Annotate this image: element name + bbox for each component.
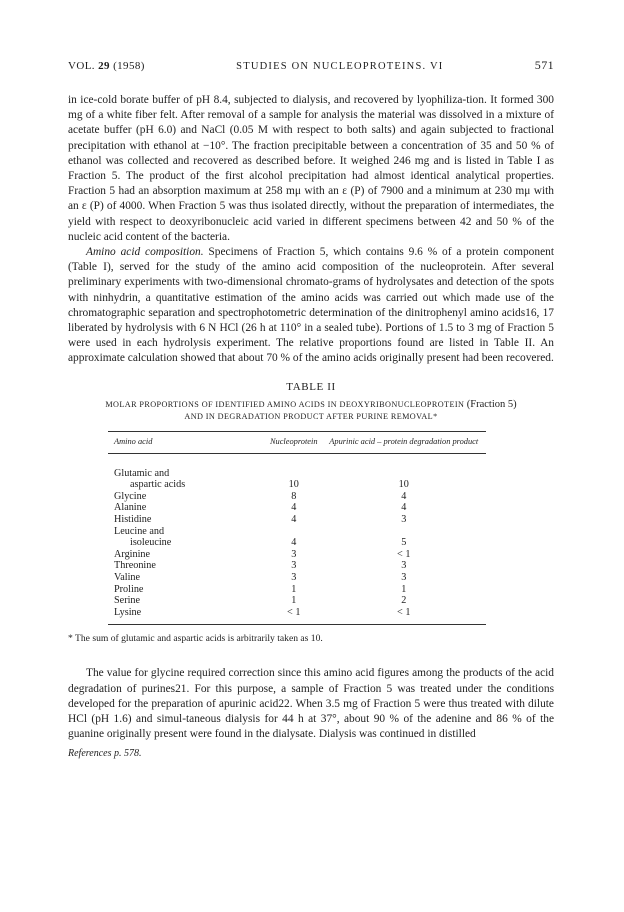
nucleoprotein-value: 3 [291,560,297,572]
nucleoprotein-value: 4 [291,537,297,549]
nucleoprotein-value: < 1 [266,607,322,625]
paragraph-2-heading: Amino acid composition. [86,246,204,259]
table-title: TABLE II [286,380,336,393]
volume-info [68,60,145,72]
nucleoprotein-value [266,526,322,538]
amino-acid-name: Valine [114,572,141,583]
apurinic-value: 4 [401,502,407,514]
volume-label: VOL. [68,60,95,72]
paragraph-2 [68,245,554,367]
apurinic-value: 4 [401,490,407,502]
table-row [108,560,486,572]
amino-acid-name: Alanine [114,502,147,514]
nucleoprotein-value: 3 [291,548,297,560]
apurinic-value: 5 [401,537,407,549]
table-row [108,453,486,479]
column-header-amino-acid: Amino acid [108,431,266,453]
apurinic-value: < 1 [397,548,411,560]
amino-acid-name: Proline [114,583,144,595]
nucleoprotein-value: 8 [291,490,297,502]
table-row [108,479,486,491]
page-number: 571 [534,58,554,72]
apurinic-value: 10 [398,479,409,491]
table-2 [68,381,554,645]
nucleoprotein-value: 1 [291,583,297,595]
apurinic-value: < 1 [322,607,487,625]
apurinic-value: 2 [401,595,407,607]
paragraph-1: in ice-cold borate buffer of pH 8.4, subjected to dialysis, and recovered by lyophiliza-tion. It formed 300 mg of a white fiber felt. After removal of a sample for analysis the material was dissolved in a mixture of acetate buffer (pH 6.0) and NaCl (0.05 M with respect to both salts) and again subjected to fractional precipitation with ethanol at −10°. The fraction precipitable between a concentration of 35 and 50 % of ethanol was collected and recovered as described before. It weighed 246 mg and is listed in Table I as Fraction 5. The product of the first alcohol precipitation had almost identical analytical properties. Fraction 5 had an absorption maximum at 258 mμ with an ε (P) of 7900 and a minimum at 230 mμ with an ε (P) of 4000. When Fraction 5 was thus isolated directly, without the preparation of intermediates, the yield with respect to deoxyribonucleic acid varied in different specimens between 42 and 50 % of the nucleic acid content of the bacteria. [68,94,554,243]
amino-acid-name: isoleucine [130,537,172,549]
references-link[interactable]: References p. 578. [68,748,142,760]
nucleoprotein-value: 4 [291,502,297,514]
column-header-apurinic: Apurinic acid – protein degradation product [322,431,487,453]
amino-acid-table [108,431,486,626]
table-caption [60,399,562,423]
amino-acid-name: Histidine [114,514,152,526]
amino-acid-name: Threonine [114,560,156,572]
amino-acid-name: aspartic acids [130,479,186,491]
amino-acid-name: Glycine [114,490,147,502]
table-row [108,549,486,561]
running-title: STUDIES ON NUCLEOPROTEINS. VI [236,61,444,72]
nucleoprotein-value [266,453,322,479]
apurinic-value: 3 [401,514,407,526]
table-caption-line-1: MOLAR PROPORTIONS OF IDENTIFIED AMINO ACIDS IN DEOXYRIBONUCLEOPROTEIN [105,399,465,409]
table-row [108,537,486,549]
table-caption-fraction: (Fraction 5) [466,398,517,410]
apurinic-value [322,453,487,479]
table-row [108,607,486,625]
table-header-row [108,431,486,453]
page [68,58,554,759]
volume-number: 29 [98,60,110,72]
table-row [108,502,486,514]
table-row [108,514,486,526]
amino-acid-name: Lysine [108,607,266,625]
volume-year: (1958) [113,60,145,72]
apurinic-value [322,526,487,538]
apurinic-value: 1 [401,583,407,595]
nucleoprotein-value: 1 [291,595,297,607]
table-row [108,584,486,596]
amino-acid-name: Leucine and [114,525,165,537]
nucleoprotein-value: 3 [291,572,297,583]
nucleoprotein-value: 4 [291,514,297,526]
paragraph-3: The value for glycine required correction since this amino acid figures among the products of the acid degradation of purines21. For this purpose, a sample of Fraction 5 was treated under the conditions developed for the preparation of apurinic acid22. When 3.5 mg of Fraction 5 were thus treated with dilute HCl (pH 1.6) and simul-taneous dialysis for 44 h at 37°, about 90 % of the adenine and 86 % of the guanine originally present were found in the dialysate. Dialysis was continued in distilled [68,667,554,741]
table-row [108,595,486,607]
table-caption-line-2: AND IN DEGRADATION PRODUCT AFTER PURINE REMOVAL* [184,411,438,421]
amino-acid-name: Glutamic and [114,467,170,479]
table-footnote: * The sum of glutamic and aspartic acids is arbitrarily taken as 10. [68,633,323,645]
paragraph-2-text: Specimens of Fraction 5, which contains 9.6 % of a protein component (Table I), served for the study of the amino acid composition of the nucleoprotein. After several preliminary experiments with two-dimensional chromato-grams of hydrolysates and detection of the spots with ninhydrin, a quantitative estimation of the amino acids was carried out which made use of the chromatographic separation and spectrophotometric determination of the dinitrophenyl amino acids16, 17 liberated by hydrolysis with 6 N HCl (26 h at 110° in a sealed tube). Portions of 1.5 to 3 mg of Fraction 5 were used in each hydrolysis experiment. The relative proportions found are listed in Table II. An approximate calculation showed that about 70 % of the amino acids originally present had been recovered. [68,246,554,365]
column-header-nucleoprotein: Nucleoprotein [266,431,322,453]
table-row [108,572,486,584]
table-row [108,526,486,538]
apurinic-value: 3 [401,560,407,572]
table-row [108,491,486,503]
apurinic-value: 3 [401,572,407,583]
amino-acid-name: Arginine [114,548,151,560]
running-head [68,58,554,73]
amino-acid-name: Serine [114,595,141,607]
nucleoprotein-value: 10 [288,479,299,491]
